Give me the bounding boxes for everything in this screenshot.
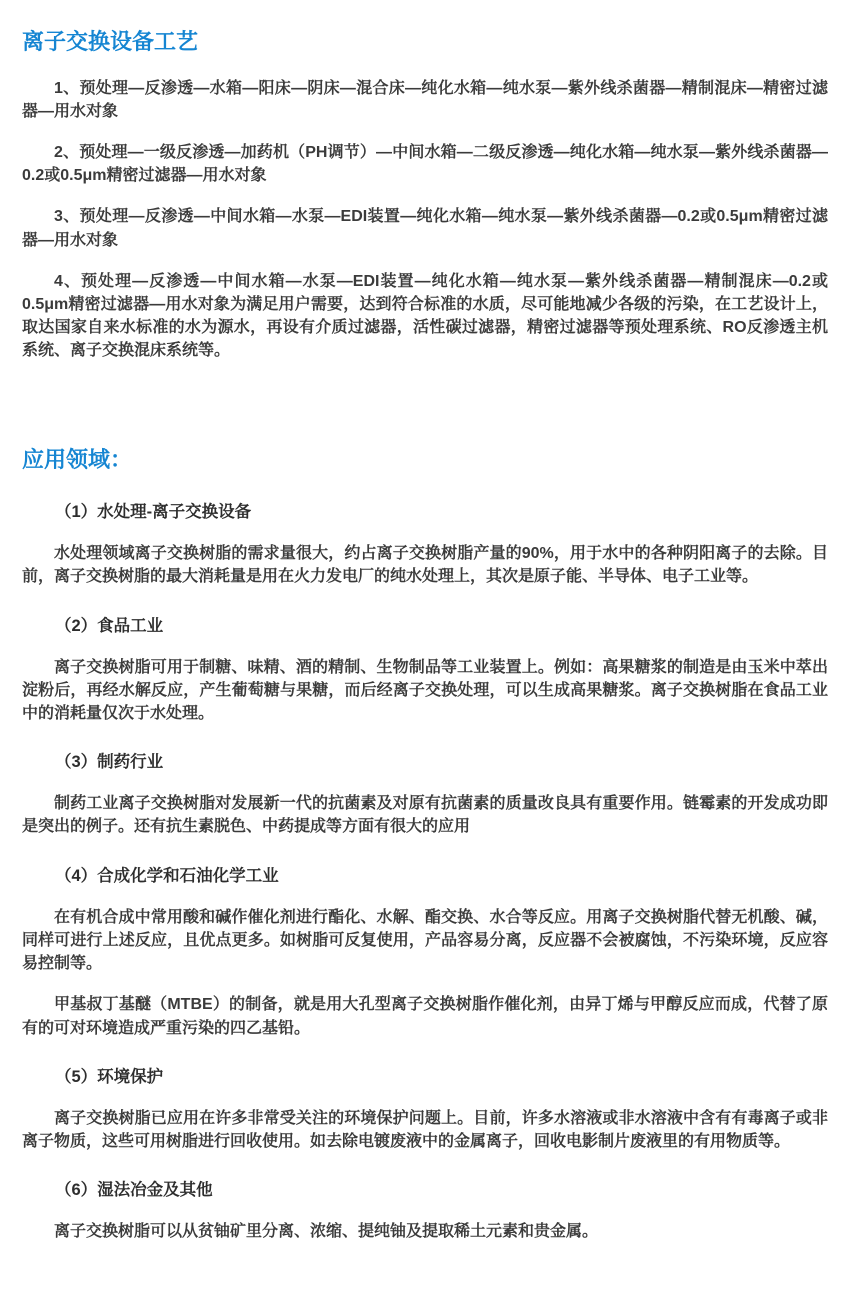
page-title: 离子交换设备工艺 [22,29,199,54]
process-paragraph-3: 3、预处理—反渗透—中间水箱—水泵—EDI装置—纯化水箱—纯水泵—紫外线杀菌器—0.2或0.5μm精密过滤器—用水对象 [22,208,828,249]
section-paragraph: 甲基叔丁基醚（MTBE）的制备，就是用大孔型离子交换树脂作催化剂，由异丁烯与甲醇反应而成，代替了原有的可对环境造成严重污染的四乙基铅。 [22,996,828,1037]
section-paragraph: 离子交换树脂可用于制糖、味精、酒的精制、生物制品等工业装置上。例如：高果糖浆的制造是由玉米中萃出淀粉后，再经水解反应，产生葡萄糖与果糖，而后经离子交换处理，可以生成高果糖浆。离子交换树脂在食品工业中的消耗量仅次于水处理。 [22,658,828,722]
section-heading-food-industry: （2）食品工业 [55,616,164,635]
section-heading-water-treatment: （1）水处理-离子交换设备 [55,503,252,522]
applications-title: 应用领域： [22,447,133,473]
section-paragraph: 离子交换树脂可以从贫铀矿里分离、浓缩、提纯铀及提取稀土元素和贵金属。 [54,1223,599,1241]
section-heading-synthetic-petrochemical: （4）合成化学和石油化学工业 [55,866,279,885]
section-paragraph: 离子交换树脂已应用在许多非常受关注的环境保护问题上。目前，许多水溶液或非水溶液中含有有毒离子或非离子物质，这些可用树脂进行回收使用。如去除电镀废液中的金属离子，回收电影制片废液里的有用物质等。 [22,1109,828,1150]
process-paragraph-4: 4、预处理—反渗透—中间水箱—水泵—EDI装置—纯化水箱—纯水泵—紫外线杀菌器—精制混床—0.2或0.5μm精密过滤器—用水对象为满足用户需要，达到符合标准的水质，尽可能地减少各级的污染，在工艺设计上，取达国家自来水标准的水为源水，再设有介质过滤器，活性碳过滤器，精密过滤器等预处理系统、RO反渗透主机系统、离子交换混床系统等。 [22,272,828,360]
process-paragraph-1: 1、预处理—反渗透—水箱—阳床—阴床—混合床—纯化水箱—纯水泵—紫外线杀菌器—精制混床—精密过滤器—用水对象 [22,79,828,120]
process-paragraph-2: 2、预处理—一级反渗透—加药机（PH调节）—中间水箱—二级反渗透—纯化水箱—纯水泵—紫外线杀菌器—0.2或0.5μm精密过滤器—用水对象 [22,143,828,185]
section-heading-hydrometallurgy: （6）湿法冶金及其他 [55,1181,213,1200]
section-heading-pharmaceutical: （3）制药行业 [55,753,164,772]
section-paragraph: 在有机合成中常用酸和碱作催化剂进行酯化、水解、酯交换、水合等反应。用离子交换树脂代替无机酸、碱，同样可进行上述反应，且优点更多。如树脂可反复使用，产品容易分离，反应器不会被腐蚀，不污染环境，反应容易控制等。 [22,908,828,973]
section-heading-environment: （5）环境保护 [55,1067,164,1086]
section-paragraph: 制药工业离子交换树脂对发展新一代的抗菌素及对原有抗菌素的质量改良具有重要作用。链霉素的开发成功即是突出的例子。还有抗生素脱色、中药提成等方面有很大的应用 [22,795,828,836]
section-paragraph: 水处理领域离子交换树脂的需求量很大，约占离子交换树脂产量的90%，用于水中的各种阴阳离子的去除。目前，离子交换树脂的最大消耗量是用在火力发电厂的纯水处理上，其次是原子能、半导体、电子工业等。 [22,545,828,586]
